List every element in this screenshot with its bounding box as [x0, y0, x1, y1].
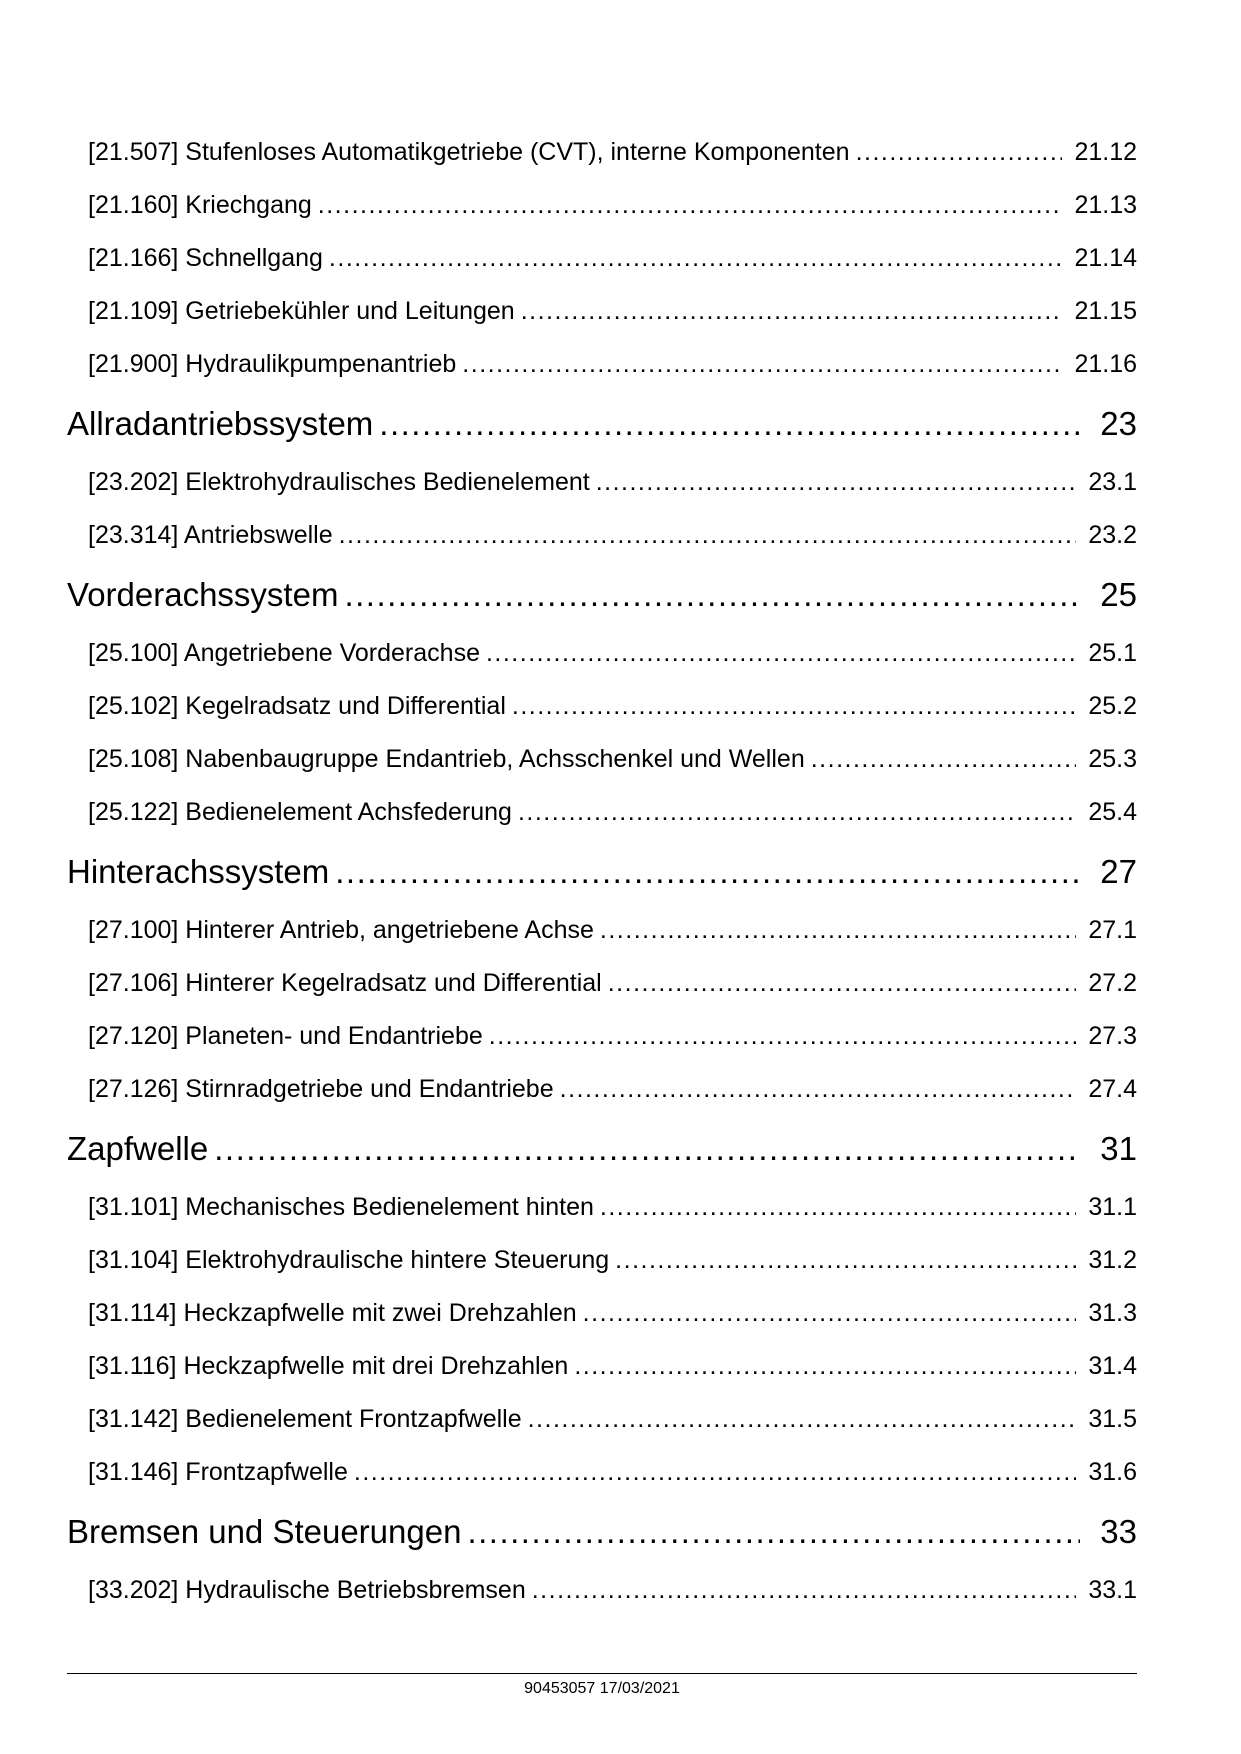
section-title: Bremsen und Steuerungen	[67, 1513, 462, 1550]
entry-label: [31.101] Mechanisches Bedienelement hinten	[88, 1193, 594, 1221]
entry-label: [21.160] Kriechgang	[88, 191, 312, 219]
entry-page-number: 27.1	[1088, 916, 1137, 944]
dot-leader	[521, 285, 1063, 338]
toc-entry[interactable]	[67, 232, 1137, 285]
dot-leader	[354, 1446, 1076, 1499]
section-title: Zapfwelle	[67, 1130, 209, 1167]
section-title: Vorderachssystem	[67, 576, 339, 613]
dot-leader	[583, 1287, 1077, 1340]
dot-leader	[528, 1393, 1077, 1446]
toc-entry[interactable]	[67, 285, 1137, 338]
dot-leader	[596, 456, 1077, 509]
entry-label: [33.202] Hydraulische Betriebsbremsen	[88, 1576, 526, 1604]
dot-leader	[615, 1234, 1076, 1287]
entry-label: [25.100] Angetriebene Vorderachse	[88, 639, 480, 667]
entry-label: [23.314] Antriebswelle	[88, 521, 333, 549]
entry-label: [27.126] Stirnradgetriebe und Endantriebe	[88, 1075, 554, 1103]
entry-label: [25.122] Bedienelement Achsfederung	[88, 798, 512, 826]
entry-label: [25.102] Kegelradsatz und Differential	[88, 692, 506, 720]
toc-entry[interactable]	[67, 509, 1137, 562]
toc-entry[interactable]	[67, 1181, 1137, 1234]
entry-page-number: 31.2	[1088, 1246, 1137, 1274]
entry-label: [27.100] Hinterer Antrieb, angetriebene Achse	[88, 916, 594, 944]
dot-leader	[335, 839, 1080, 904]
dot-leader	[318, 179, 1063, 232]
entry-page-number: 25.2	[1088, 692, 1137, 720]
entry-page-number: 21.14	[1074, 244, 1137, 272]
toc-entry[interactable]	[67, 456, 1137, 509]
section-title: Hinterachssystem	[67, 853, 330, 890]
entry-label: [31.116] Heckzapfwelle mit drei Drehzahlen	[88, 1352, 569, 1380]
entry-label: [21.166] Schnellgang	[88, 244, 323, 272]
entry-label: [27.106] Hinterer Kegelradsatz und Differential	[88, 969, 602, 997]
toc-entry[interactable]	[67, 1393, 1137, 1446]
dot-leader	[462, 338, 1062, 391]
entry-label: [31.146] Frontzapfwelle	[88, 1458, 348, 1486]
entry-page-number: 27.4	[1088, 1075, 1137, 1103]
entry-page-number: 31.1	[1088, 1193, 1137, 1221]
table-of-contents	[67, 126, 1137, 1617]
entry-page-number: 33.1	[1088, 1576, 1137, 1604]
entry-page-number: 27.3	[1088, 1022, 1137, 1050]
dot-leader	[339, 509, 1077, 562]
dot-leader	[532, 1564, 1077, 1617]
entry-label: [21.109] Getriebekühler und Leitungen	[88, 297, 515, 325]
dot-leader	[486, 627, 1076, 680]
section-page-number: 31	[1100, 1130, 1137, 1167]
entry-label: [27.120] Planeten- und Endantriebe	[88, 1022, 483, 1050]
toc-entry[interactable]	[67, 627, 1137, 680]
toc-entry[interactable]	[67, 904, 1137, 957]
entry-label: [31.114] Heckzapfwelle mit zwei Drehzahlen	[88, 1299, 577, 1327]
entry-page-number: 31.3	[1088, 1299, 1137, 1327]
entry-page-number: 25.1	[1088, 639, 1137, 667]
toc-section-heading[interactable]	[67, 562, 1137, 627]
entry-label: [23.202] Elektrohydraulisches Bedienelement	[88, 468, 590, 496]
toc-section-heading[interactable]	[67, 1499, 1137, 1564]
entry-page-number: 21.15	[1074, 297, 1137, 325]
dot-leader	[600, 904, 1076, 957]
dot-leader	[489, 1010, 1077, 1063]
footer-document-id: 90453057 17/03/2021	[524, 1680, 680, 1697]
toc-entry[interactable]	[67, 1234, 1137, 1287]
toc-section-heading[interactable]	[67, 1116, 1137, 1181]
entry-page-number: 25.4	[1088, 798, 1137, 826]
section-page-number: 23	[1100, 405, 1137, 442]
toc-entry[interactable]	[67, 1287, 1137, 1340]
dot-leader	[608, 957, 1077, 1010]
dot-leader	[344, 562, 1080, 627]
toc-section	[67, 839, 1137, 1116]
entry-page-number: 31.5	[1088, 1405, 1137, 1433]
toc-entry[interactable]	[67, 680, 1137, 733]
toc-section	[67, 562, 1137, 839]
toc-entry[interactable]	[67, 1010, 1137, 1063]
dot-leader	[856, 126, 1063, 179]
toc-entry[interactable]	[67, 1340, 1137, 1393]
toc-section-heading[interactable]	[67, 391, 1137, 456]
entry-page-number: 27.2	[1088, 969, 1137, 997]
footer-divider	[67, 1673, 1137, 1674]
dot-leader	[518, 786, 1076, 839]
section-title: Allradantriebssystem	[67, 405, 374, 442]
entry-label: [31.142] Bedienelement Frontzapfwelle	[88, 1405, 522, 1433]
toc-section-heading[interactable]	[67, 839, 1137, 904]
entry-page-number: 31.4	[1088, 1352, 1137, 1380]
entry-label: [21.507] Stufenloses Automatikgetriebe (CVT), interne Komponenten	[88, 138, 850, 166]
toc-section	[67, 1499, 1137, 1617]
toc-entry[interactable]	[67, 957, 1137, 1010]
dot-leader	[329, 232, 1063, 285]
toc-entry[interactable]	[67, 338, 1137, 391]
dot-leader	[214, 1116, 1080, 1181]
entry-page-number: 21.16	[1074, 350, 1137, 378]
section-page-number: 27	[1100, 853, 1137, 890]
entry-label: [25.108] Nabenbaugruppe Endantrieb, Achsschenkel und Wellen	[88, 745, 805, 773]
entry-label: [31.104] Elektrohydraulische hintere Steuerung	[88, 1246, 610, 1274]
dot-leader	[574, 1340, 1076, 1393]
toc-entry[interactable]	[67, 1564, 1137, 1617]
section-page-number: 25	[1100, 576, 1137, 613]
toc-continued-group	[67, 126, 1137, 391]
dot-leader	[467, 1499, 1080, 1564]
entry-page-number: 21.12	[1074, 138, 1137, 166]
dot-leader	[379, 391, 1080, 456]
dot-leader	[811, 733, 1077, 786]
entry-page-number: 21.13	[1074, 191, 1137, 219]
entry-label: [21.900] Hydraulikpumpenantrieb	[88, 350, 457, 378]
dot-leader	[512, 680, 1076, 733]
toc-entry[interactable]	[67, 126, 1137, 179]
entry-page-number: 25.3	[1088, 745, 1137, 773]
toc-entry[interactable]	[67, 733, 1137, 786]
entry-page-number: 23.2	[1088, 521, 1137, 549]
toc-entry[interactable]	[67, 786, 1137, 839]
toc-section	[67, 391, 1137, 562]
entry-page-number: 23.1	[1088, 468, 1137, 496]
toc-section	[67, 1116, 1137, 1499]
dot-leader	[560, 1063, 1077, 1116]
section-page-number: 33	[1100, 1513, 1137, 1550]
toc-entry[interactable]	[67, 1063, 1137, 1116]
dot-leader	[600, 1181, 1076, 1234]
entry-page-number: 31.6	[1088, 1458, 1137, 1486]
toc-entry[interactable]	[67, 1446, 1137, 1499]
toc-entry[interactable]	[67, 179, 1137, 232]
